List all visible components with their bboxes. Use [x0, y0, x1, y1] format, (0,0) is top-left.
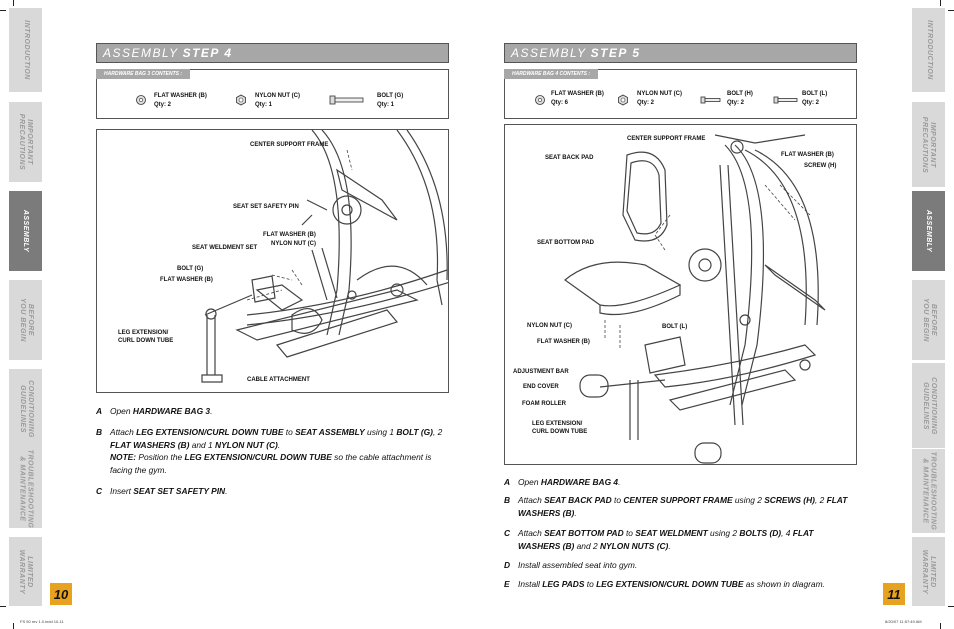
- step5-assembly-illustration: [505, 125, 857, 465]
- heading-prefix: ASSEMBLY: [511, 46, 587, 60]
- tab-assembly[interactable]: ASSEMBLY: [9, 191, 42, 271]
- tab-troubleshooting[interactable]: TROUBLESHOOTING & MAINTENANCE: [9, 449, 42, 528]
- nut-icon: [617, 94, 629, 106]
- label-seat-bottom-pad: SEAT BOTTOM PAD: [537, 240, 594, 246]
- label-center-support-frame: CENTER SUPPORT FRAME: [250, 142, 329, 148]
- label-leg-extension: [118, 329, 173, 345]
- instruction-letter: E: [504, 579, 510, 589]
- label-line: CURL DOWN TUBE: [532, 429, 588, 435]
- tab-introduction[interactable]: INTRODUCTION: [912, 8, 945, 92]
- footer-file: FS 50 rev 1.0.indd 10-11: [20, 619, 64, 624]
- hardware-bag-label: HARDWARE BAG 3 CONTENTS :: [96, 69, 190, 79]
- tab-warranty[interactable]: LIMITED WARRANTY: [912, 537, 945, 606]
- label-flat-washer-b: FLAT WASHER (B): [781, 152, 834, 158]
- label-line: CURL DOWN TUBE: [118, 338, 174, 344]
- tab-conditioning[interactable]: CONDITIONING GUIDELINES: [9, 369, 42, 449]
- instruction-letter: B: [96, 427, 103, 437]
- page-number-left: 10: [50, 583, 72, 605]
- label-bolt-l: BOLT (L): [662, 324, 688, 330]
- bolt-icon: [700, 96, 722, 104]
- label-center-support-frame: CENTER SUPPORT FRAME: [627, 136, 706, 142]
- instruction-text: Open HARDWARE BAG 3.: [110, 406, 213, 416]
- tab-introduction[interactable]: INTRODUCTION: [9, 8, 42, 92]
- tab-troubleshooting[interactable]: TROUBLESHOOTING & MAINTENANCE: [912, 449, 945, 533]
- heading-prefix: ASSEMBLY: [103, 46, 179, 60]
- hardware-item-qty: Qty: 6: [551, 100, 569, 106]
- crop-mark: [948, 606, 954, 607]
- label-screw-h: SCREW (H): [804, 163, 837, 169]
- label-foam-roller: FOAM ROLLER: [522, 401, 566, 407]
- label-adjustment-bar: ADJUSTMENT BAR: [513, 369, 569, 375]
- hardware-item-name: NYLON NUT (C): [255, 93, 300, 99]
- instruction-letter: B: [504, 495, 511, 505]
- washer-icon: [135, 94, 147, 106]
- tab-conditioning[interactable]: CONDITIONING GUIDELINES: [912, 363, 945, 448]
- hardware-item-name: FLAT WASHER (B): [154, 93, 207, 99]
- label-bolt-g: BOLT (G): [177, 266, 204, 272]
- hardware-item: [802, 90, 827, 108]
- hardware-item-qty: Qty: 2: [802, 100, 820, 106]
- step4-diagram: [96, 129, 449, 393]
- hardware-item-qty: Qty: 1: [377, 102, 395, 108]
- label-line: LEG EXTENSION/: [118, 330, 169, 336]
- label-nylon-nut-c: NYLON NUT (C): [527, 323, 572, 329]
- step4-heading: [96, 43, 449, 63]
- nut-icon: [235, 94, 247, 106]
- instruction-letter: A: [96, 406, 103, 416]
- tab-assembly[interactable]: ASSEMBLY: [912, 191, 945, 271]
- hardware-bag-3-box: [96, 69, 449, 119]
- hardware-item-name: NYLON NUT (C): [637, 91, 682, 97]
- tab-before-you-begin[interactable]: BEFORE YOU BEGIN: [9, 280, 42, 360]
- hardware-item-qty: Qty: 2: [727, 100, 745, 106]
- hardware-item-name: BOLT (G): [377, 93, 404, 99]
- crop-mark: [940, 0, 941, 6]
- step5-heading: [504, 43, 857, 63]
- instruction-text: Open HARDWARE BAG 4.: [518, 477, 621, 487]
- crop-mark: [940, 623, 941, 629]
- label-seat-set-safety-pin: SEAT SET SAFETY PIN: [233, 204, 299, 210]
- hardware-item: [637, 90, 682, 108]
- label-seat-back-pad: SEAT BACK PAD: [545, 155, 594, 161]
- heading-step: STEP 4: [182, 46, 233, 60]
- heading-step: STEP 5: [590, 46, 641, 60]
- crop-mark: [0, 10, 6, 11]
- hardware-item-qty: Qty: 2: [637, 100, 655, 106]
- washer-icon: [534, 94, 546, 106]
- bolt-icon: [329, 95, 365, 105]
- footer-timestamp: 8/20/07 11:57:49 AM: [885, 619, 922, 624]
- hardware-item: [377, 92, 403, 110]
- bolt-icon: [773, 96, 799, 104]
- instruction-text: Install LEG PADS to LEG EXTENSION/CURL DOWN TUBE as shown in diagram.: [518, 579, 825, 589]
- crop-mark: [948, 10, 954, 11]
- step4-instructions: [96, 405, 446, 500]
- hardware-bag-4-box: [504, 69, 857, 119]
- label-flat-washer-b-2: FLAT WASHER (B): [537, 339, 590, 345]
- label-leg-extension: [532, 420, 587, 436]
- tab-precautions[interactable]: IMPORTANT PRECAUTIONS: [912, 102, 945, 187]
- hardware-item-name: BOLT (H): [727, 91, 753, 97]
- tab-before-you-begin[interactable]: BEFORE YOU BEGIN: [912, 280, 945, 360]
- hardware-bag-label: HARDWARE BAG 4 CONTENTS :: [504, 69, 598, 79]
- instruction-text: Attach LEG EXTENSION/CURL DOWN TUBE to SEAT ASSEMBLY using 1 BOLT (G), 2 FLAT WASHERS (B) and 1 NYLON NUT (C). NOTE: Position the LEG EXTENSION/CURL DOWN TUBE so the cable attachment is facing the gym.: [110, 427, 443, 475]
- label-nylon-nut-c: NYLON NUT (C): [271, 241, 316, 247]
- instruction-text: Attach SEAT BACK PAD to CENTER SUPPORT FRAME using 2 SCREWS (H), 2 FLAT WASHERS (B).: [518, 495, 848, 518]
- step5-diagram: [504, 124, 857, 465]
- instruction-text: Insert SEAT SET SAFETY PIN.: [110, 486, 228, 496]
- crop-mark: [0, 606, 6, 607]
- label-flat-washer-b-2: FLAT WASHER (B): [160, 277, 213, 283]
- label-line: LEG EXTENSION/: [532, 421, 583, 427]
- crop-mark: [13, 623, 14, 629]
- label-flat-washer-b: FLAT WASHER (B): [263, 232, 316, 238]
- crop-mark: [13, 0, 14, 6]
- hardware-item-name: FLAT WASHER (B): [551, 91, 604, 97]
- hardware-item: [154, 92, 207, 110]
- instruction-letter: C: [504, 528, 511, 538]
- hardware-item-name: BOLT (L): [802, 91, 828, 97]
- hardware-item: [551, 90, 604, 108]
- hardware-item-qty: Qty: 1: [255, 102, 273, 108]
- hardware-item: [255, 92, 300, 110]
- page-number-right: 11: [883, 583, 905, 605]
- label-seat-weldment-set: SEAT WELDMENT SET: [192, 245, 258, 251]
- instruction-letter: A: [504, 477, 511, 487]
- instruction-letter: D: [504, 560, 511, 570]
- label-end-cover: END COVER: [523, 384, 559, 390]
- instruction-text: Attach SEAT BOTTOM PAD to SEAT WELDMENT using 2 BOLTS (D), 4 FLAT WASHERS (B) and 2 NYLON NUTS (C).: [518, 528, 814, 551]
- hardware-item-qty: Qty: 2: [154, 102, 172, 108]
- hardware-item: [727, 90, 753, 108]
- label-cable-attachment: CABLE ATTACHMENT: [247, 377, 310, 383]
- instruction-letter: C: [96, 486, 103, 496]
- tab-precautions[interactable]: IMPORTANT PRECAUTIONS: [9, 102, 42, 182]
- instruction-text: Install assembled seat into gym.: [518, 560, 638, 570]
- tab-warranty[interactable]: LIMITED WARRANTY: [9, 537, 42, 606]
- step4-assembly-illustration: [97, 130, 449, 393]
- step5-instructions: [504, 476, 854, 596]
